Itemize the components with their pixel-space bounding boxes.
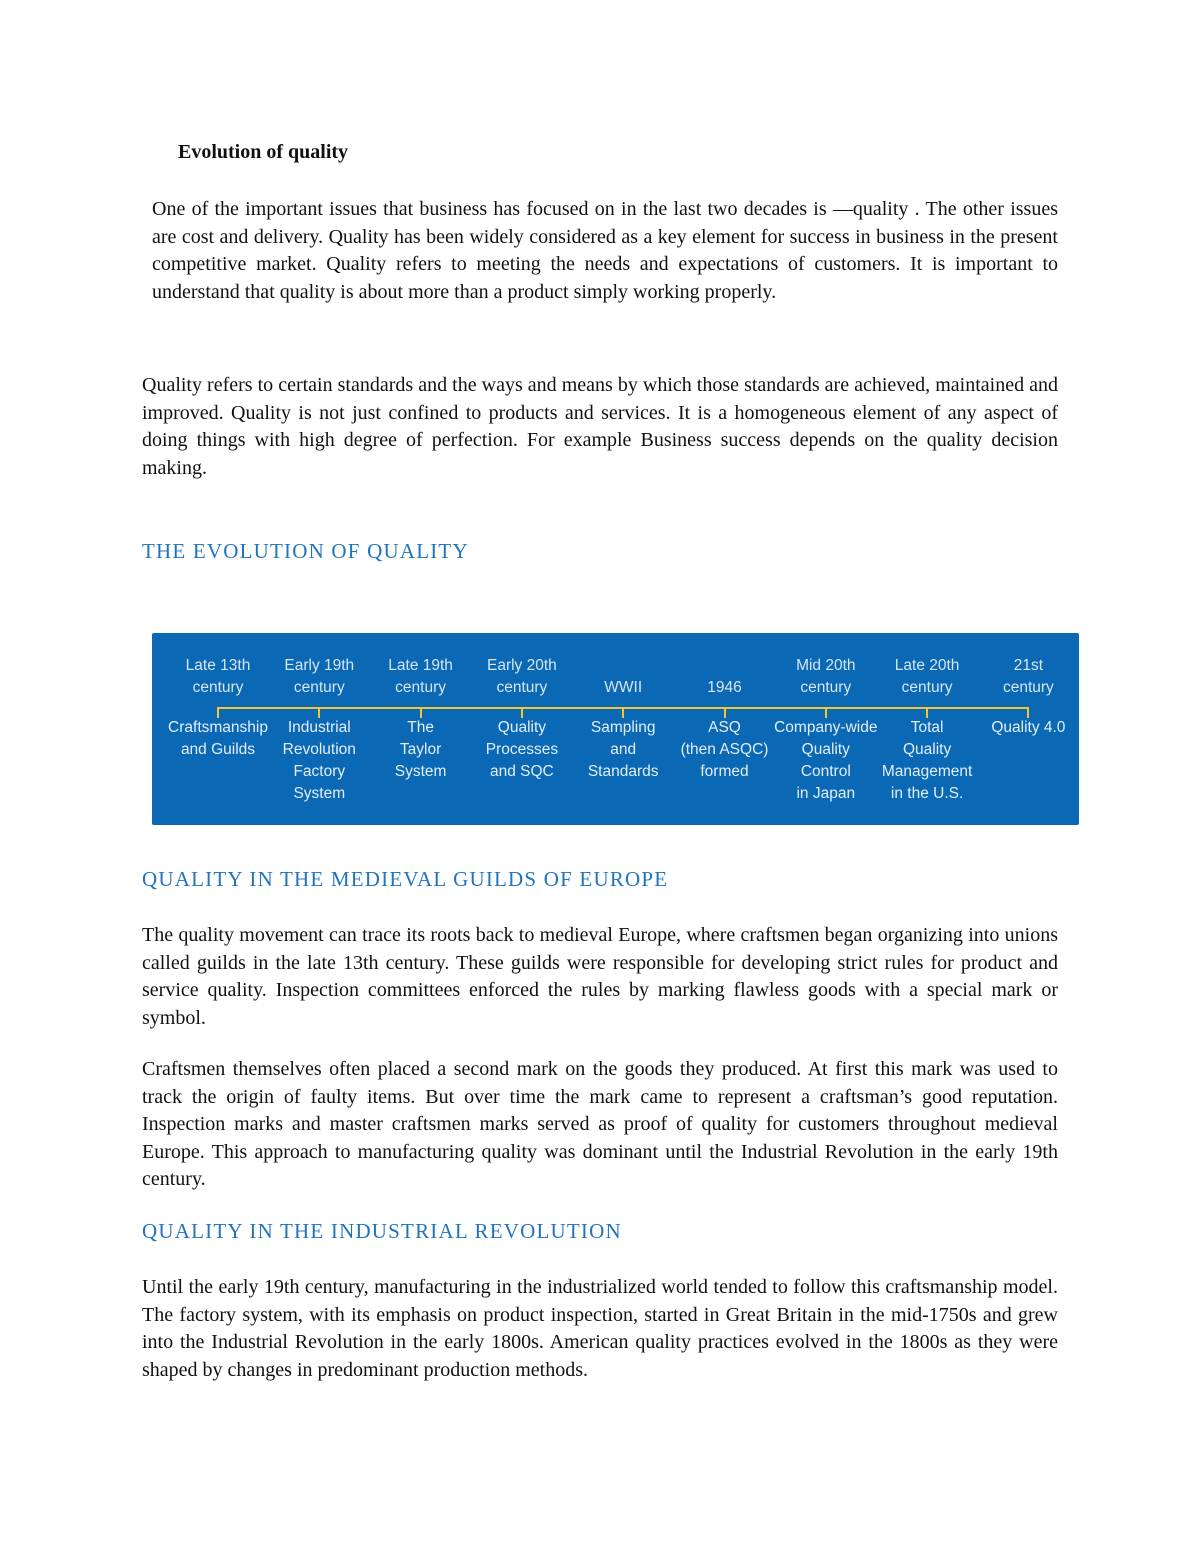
- timeline-date: WWII: [604, 679, 643, 696]
- timeline-tick: [521, 707, 523, 718]
- timeline-event: Industrial Revolution Factory System: [282, 719, 356, 802]
- document-title: Evolution of quality: [178, 141, 349, 163]
- definition-paragraph: Quality refers to certain standards and the ways and means by which those standards are achieved, maintained and improved. Quality is not just confined to products and services. It is a homogeneous element of any aspect of doing things with high degree of perfection. For example Business success depends on the quality decision making.: [142, 374, 1058, 479]
- medieval-paragraph-2: Craftsmen themselves often placed a second mark on the goods they produced. At first this mark was used to track the origin of faulty items. But over time the mark came to represent a craftsman’s good reputation. Inspection marks and master craftsmen marks served as proof of quality for customers throughout medieval Europe. This approach to manufacturing quality was dominant until the Industrial Revolution in the early 19th century.: [142, 1058, 1058, 1190]
- section-heading-industrial-revolution: QUALITY IN THE INDUSTRIAL REVOLUTION: [142, 1219, 622, 1243]
- timeline-tick: [1027, 707, 1029, 718]
- timeline-tick: [318, 707, 320, 718]
- timeline-item: [968, 633, 1088, 825]
- timeline-event: ASQ (then ASQC) formed: [680, 719, 769, 780]
- timeline-date: 21st century: [1002, 657, 1054, 696]
- timeline-event: Total Quality Management in the U.S.: [881, 719, 973, 802]
- timeline-event: The Taylor System: [394, 719, 447, 780]
- section-heading-evolution: THE EVOLUTION OF QUALITY: [142, 539, 469, 563]
- timeline-date: Early 19th century: [284, 657, 355, 696]
- timeline-event: Company-wide Quality Control in Japan: [774, 719, 878, 802]
- timeline-date: Late 13th century: [185, 657, 251, 696]
- timeline-tick: [420, 707, 422, 718]
- timeline-tick: [217, 707, 219, 718]
- timeline-tick: [926, 707, 928, 718]
- timeline-event: Craftsmanship and Guilds: [168, 719, 268, 758]
- section-heading-medieval-guilds: QUALITY IN THE MEDIEVAL GUILDS OF EUROPE: [142, 867, 669, 891]
- industrial-paragraph: Until the early 19th century, manufacturing in the industrialized world tended to follow this craftsmanship model. The factory system, with its emphasis on product inspection, started in Great Britain in the mid-1750s and grew into the Industrial Revolution in the early 1800s. American quality practices evolved in the 1800s as they were shaped by changes in predominant production methods.: [142, 1276, 1058, 1381]
- intro-paragraph: One of the important issues that business has focused on in the last two decades is ―quality . The other issues are cost and delivery. Quality has been widely considered as a key element for success in business in the present competitive market. Quality refers to meeting the needs and expectations of customers. It is important to understand that quality is about more than a product simply working properly.: [152, 198, 1058, 303]
- timeline-event: Quality Processes and SQC: [485, 719, 559, 780]
- timeline-tick: [622, 707, 624, 718]
- timeline-tick: [825, 707, 827, 718]
- timeline-date: Mid 20th century: [796, 657, 856, 696]
- timeline-event: Quality 4.0: [991, 719, 1066, 736]
- timeline-date: Early 20th century: [486, 657, 557, 696]
- timeline-tick: [724, 707, 726, 718]
- medieval-paragraph-1: The quality movement can trace its roots back to medieval Europe, where craftsmen began organizing into unions called guilds in the late 13th century. These guilds were responsible for developing strict rules for product and service quality. Inspection committees enforced the rules by marking flawless goods with a special mark or symbol.: [142, 924, 1058, 1029]
- timeline-date: 1946: [707, 679, 742, 696]
- timeline-event: Sampling and Standards: [587, 719, 659, 780]
- evolution-timeline: [152, 633, 1079, 825]
- timeline-date: Late 19th century: [388, 657, 453, 696]
- timeline-date: Late 20th century: [894, 657, 960, 696]
